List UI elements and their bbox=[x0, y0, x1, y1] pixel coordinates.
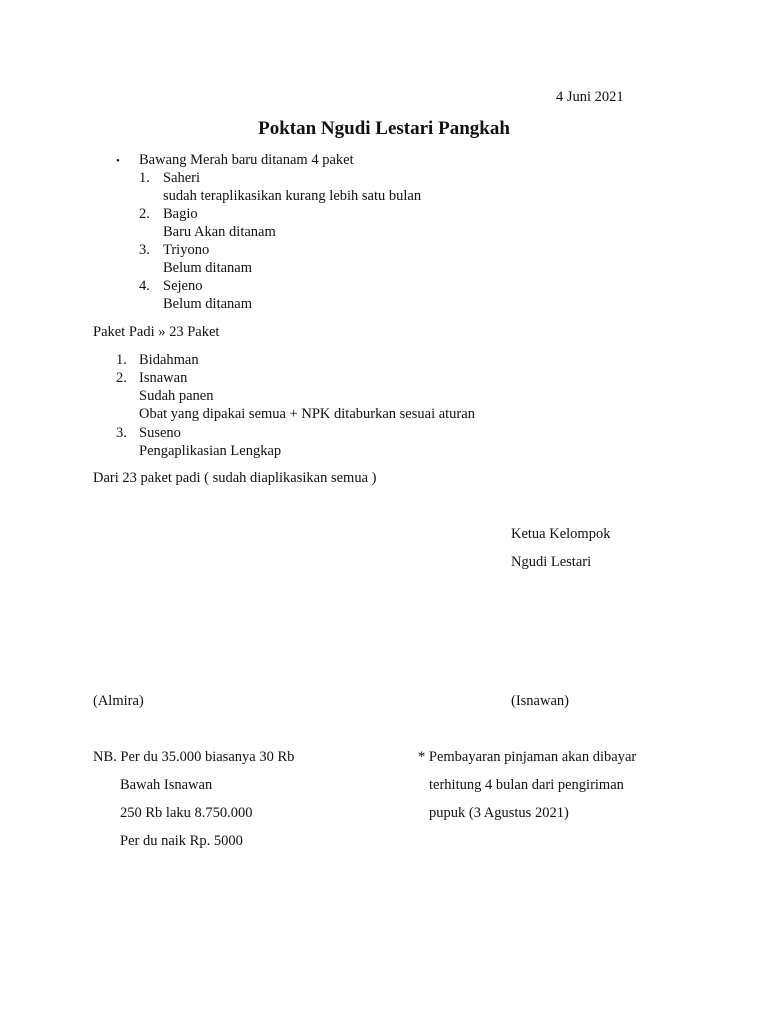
farmer-note: Baru Akan ditanam bbox=[163, 224, 276, 240]
payment-note-line: * Pembayaran pinjaman akan dibayar bbox=[418, 749, 637, 765]
farmer-name: Sejeno bbox=[163, 278, 203, 294]
farmer-note: sudah teraplikasikan kurang lebih satu bulan bbox=[163, 188, 422, 204]
farmer-name: Bidahman bbox=[139, 352, 199, 368]
payment-note-line: pupuk (3 Agustus 2021) bbox=[429, 805, 569, 821]
list-number: 1. bbox=[116, 352, 127, 368]
farmer-note: Belum ditanam bbox=[163, 260, 252, 276]
padi-heading: Paket Padi » 23 Paket bbox=[93, 324, 220, 340]
list-number: 1. bbox=[139, 170, 150, 186]
signatory-right: (Isnawan) bbox=[511, 693, 569, 709]
list-number: 3. bbox=[139, 242, 150, 258]
nb-line: Bawah Isnawan bbox=[120, 777, 213, 793]
list-number: 2. bbox=[139, 206, 150, 222]
padi-summary: Dari 23 paket padi ( sudah diaplikasikan semua ) bbox=[93, 470, 377, 486]
farmer-note: Pengaplikasian Lengkap bbox=[139, 443, 282, 459]
document-date: 4 Juni 2021 bbox=[556, 89, 624, 105]
farmer-name: Suseno bbox=[139, 425, 181, 441]
nb-line: 250 Rb laku 8.750.000 bbox=[120, 805, 253, 821]
farmer-note: Obat yang dipakai semua + NPK ditaburkan sesuai aturan bbox=[139, 406, 475, 422]
bawang-heading: Bawang Merah baru ditanam 4 paket bbox=[139, 152, 354, 168]
payment-note-line: terhitung 4 bulan dari pengiriman bbox=[429, 777, 624, 793]
farmer-note: Belum ditanam bbox=[163, 296, 252, 312]
bullet-marker: • bbox=[116, 155, 120, 167]
farmer-name: Isnawan bbox=[139, 370, 188, 386]
nb-line: Per du naik Rp. 5000 bbox=[120, 833, 243, 849]
farmer-name: Triyono bbox=[163, 242, 210, 258]
farmer-note: Sudah panen bbox=[139, 388, 214, 404]
list-number: 4. bbox=[139, 278, 150, 294]
signatory-left: (Almira) bbox=[93, 693, 144, 709]
list-number: 2. bbox=[116, 370, 127, 386]
signature-role: Ketua Kelompok bbox=[511, 526, 611, 542]
list-number: 3. bbox=[116, 425, 127, 441]
signature-group: Ngudi Lestari bbox=[511, 554, 592, 570]
farmer-name: Bagio bbox=[163, 206, 198, 222]
farmer-name: Saheri bbox=[163, 170, 201, 186]
nb-line: NB. Per du 35.000 biasanya 30 Rb bbox=[93, 749, 295, 765]
document-title: Poktan Ngudi Lestari Pangkah bbox=[258, 118, 510, 139]
